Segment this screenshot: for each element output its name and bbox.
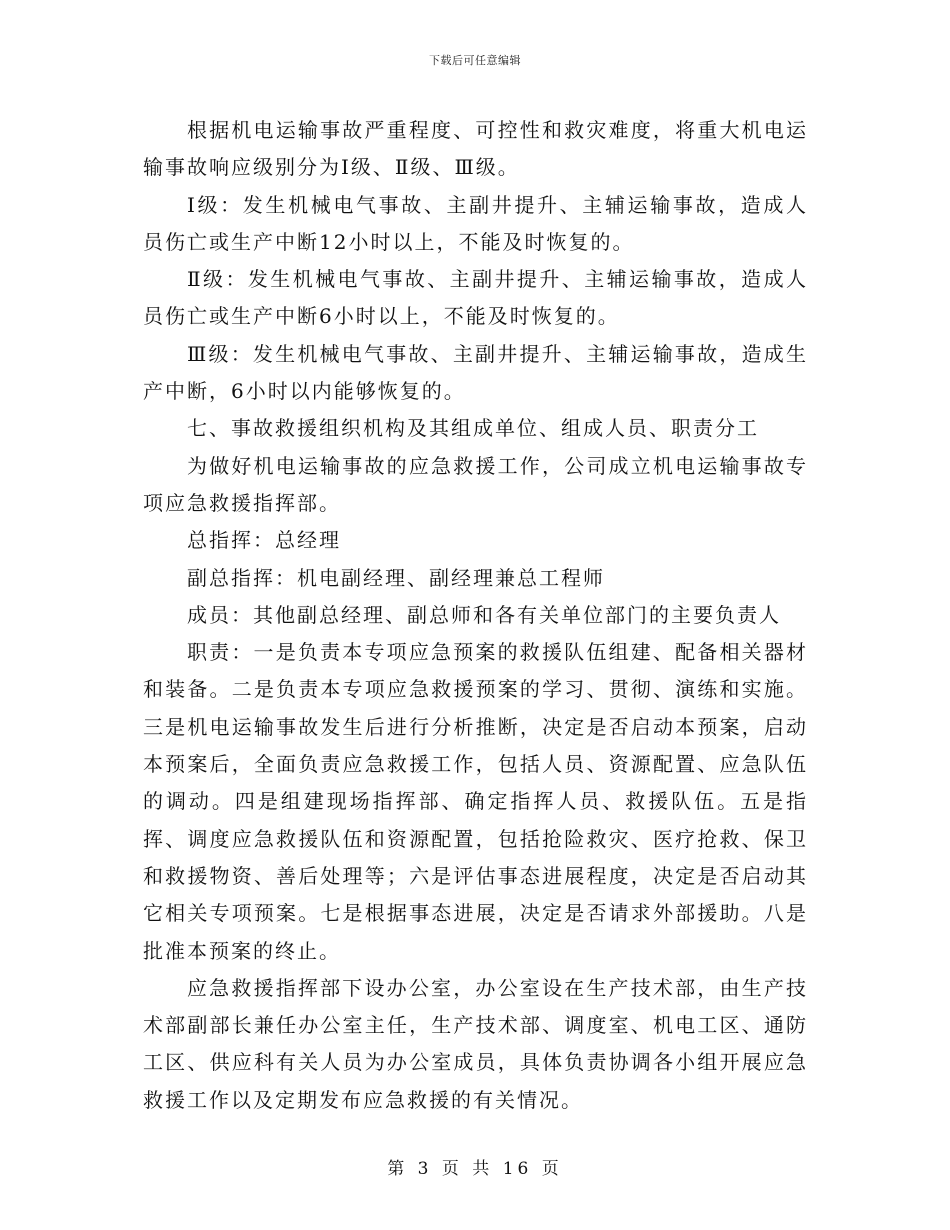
paragraph-level-1: Ⅰ级：发生机械电气事故、主副井提升、主辅运输事故，造成人员伤亡或生产中断12小时以上，不能及时恢复的。 — [143, 192, 808, 254]
page-header: 下载后可任意编辑 — [429, 54, 521, 67]
paragraph-level-3: Ⅲ级：发生机械电气事故、主副井提升、主辅运输事故，造成生产中断，6小时以内能够恢复的。 — [143, 341, 808, 404]
paragraph-commander: 总指挥：总经理 — [187, 528, 341, 553]
paragraph-office: 应急救援指挥部下设办公室，办公室设在生产技术部，由生产技术部副部长兼任办公室主任，生产技术部、调度室、机电工区、通防工区、供应科有关人员为办公室成员，具体负责协调各小组开展应急救援工作以及定期发布应急救援的有关情况。 — [143, 975, 808, 1112]
paragraph-members: 成员：其他副总经理、副总师和各有关单位部门的主要负责人 — [187, 602, 781, 627]
page-number-footer: 第 3 页 共 16 页 — [387, 1159, 563, 1179]
paragraph-response-levels: 根据机电运输事故严重程度、可控性和救灾难度，将重大机电运输事故响应级别分为Ⅰ级、Ⅱ级、Ⅲ级。 — [143, 118, 808, 180]
paragraph-level-2: Ⅱ级：发生机械电气事故、主副井提升、主辅运输事故，造成人员伤亡或生产中断6小时以上，不能及时恢复的。 — [143, 267, 808, 329]
document-body — [143, 112, 808, 1119]
section-heading-7: 七、事故救援组织机构及其组成单位、组成人员、职责分工 — [187, 416, 759, 441]
paragraph-command-setup: 为做好机电运输事故的应急救援工作，公司成立机电运输事故专项应急救援指挥部。 — [143, 453, 808, 515]
paragraph-duties: 职责：一是负责本专项应急预案的救援队伍组建、配备相关器材和装备。二是负责本专项应急救援预案的学习、贯彻、演练和实施。三是机电运输事故发生后进行分析推断，决定是否启动本预案，启动本预案后，全面负责应急救援工作，包括人员、资源配置、应急队伍的调动。四是组建现场指挥部、确定指挥人员、救援队伍。五是指挥、调度应急救援队伍和资源配置，包括抢险救灾、医疗抢救、保卫和救援物资、善后处理等；六是评估事态进展程度，决定是否启动其它相关专项预案。七是根据事态进展，决定是否请求外部援助。八是批准本预案的终止。 — [143, 640, 808, 963]
paragraph-deputy-commander: 副总指挥：机电副经理、副经理兼总工程师 — [187, 565, 605, 590]
